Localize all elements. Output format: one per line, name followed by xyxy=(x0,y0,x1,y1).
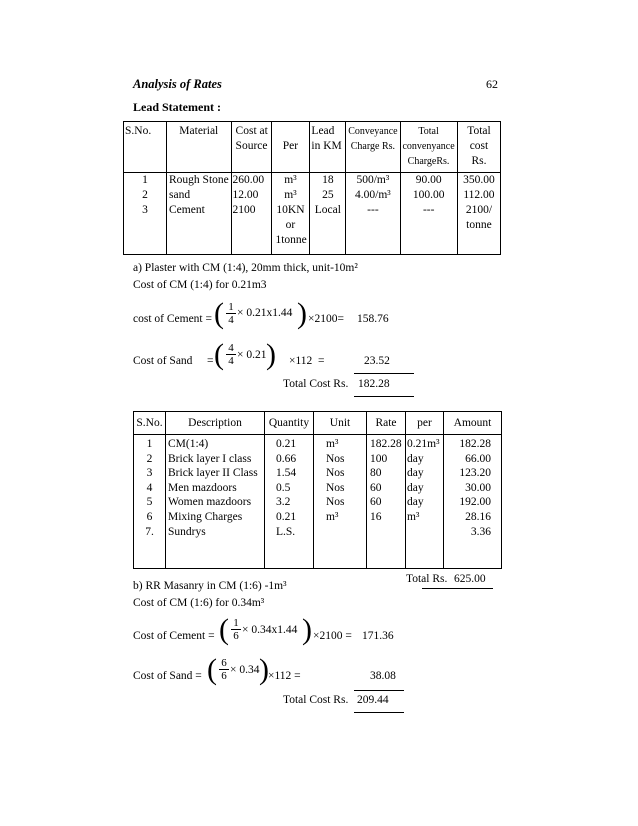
b-sand-label: Cost of Sand = xyxy=(133,670,202,682)
right-paren-icon: ) xyxy=(259,653,269,686)
b-total-label: Total Cost Rs. xyxy=(283,694,349,706)
abstract-quantity-cell: 0.21 0.66 1.54 0.5 3.2 0.21 L.S. xyxy=(265,435,314,569)
a-sand-factor: × 0.21 xyxy=(237,349,267,361)
col-conveyance: Conveyance Charge Rs. xyxy=(346,122,400,173)
b-sum-line xyxy=(354,690,404,691)
a-cement-result: 158.76 xyxy=(357,313,389,325)
b-sand-result: 38.08 xyxy=(370,670,396,682)
abstract-total-line xyxy=(422,588,493,589)
col-rate: Rate xyxy=(367,412,406,435)
col-sno: S.No. xyxy=(124,122,167,173)
col-total-conveyance: Total convenyance ChargeRs. xyxy=(400,122,457,173)
b-cement-label: Cost of Cement = xyxy=(133,630,215,642)
a-cement-fraction: $\frac{1}{4}$ xyxy=(226,301,236,326)
col-total-cost: Total cost Rs. xyxy=(457,122,500,173)
section-b-title: b) RR Masanry in CM (1:6) -1m³ xyxy=(133,580,287,592)
col-amount: Amount xyxy=(444,412,502,435)
b-total-line xyxy=(354,712,404,713)
lead-statement-title: Lead Statement : xyxy=(133,100,221,114)
lead-sno-cell: 1 2 3 xyxy=(124,173,167,255)
abstract-per-cell: 0.21m³ day day day day m³ xyxy=(406,435,444,569)
left-paren-icon: ( xyxy=(219,613,229,646)
a-sand-eq2: = xyxy=(318,355,325,367)
b-sand-factor: × 0.34 xyxy=(230,664,260,676)
abstract-estimate-table xyxy=(133,411,502,569)
section-a-subtitle: Cost of CM (1:4) for 0.21m3 xyxy=(133,279,267,291)
lead-km-cell: 18 25 Local xyxy=(310,173,346,255)
a-sand-label: Cost of Sand xyxy=(133,355,193,367)
col-description: Description xyxy=(166,412,265,435)
a-sum-line xyxy=(354,373,414,374)
a-sand-eq: = xyxy=(207,355,214,367)
abstract-total-value: 625.00 xyxy=(454,573,486,585)
abstract-unit-cell: m³ Nos Nos Nos Nos m³ xyxy=(314,435,367,569)
a-sand-result: 23.52 xyxy=(364,355,390,367)
a-total-line xyxy=(354,396,414,397)
abstract-description-cell: CM(1:4) Brick layer I class Brick layer II Class Men mazdoors Women mazdoors Mixing Charges Sundrys xyxy=(166,435,265,569)
lead-per-cell: m³ m³ 10KN or 1tonne xyxy=(271,173,310,255)
b-sand-mult: ×112 = xyxy=(268,670,301,682)
b-cement-result: 171.36 xyxy=(362,630,394,642)
left-paren-icon: ( xyxy=(214,297,224,330)
lead-total-conveyance-cell: 90.00 100.00 --- xyxy=(400,173,457,255)
col-sno: S.No. xyxy=(134,412,166,435)
right-paren-icon: ) xyxy=(297,297,307,330)
page-number: 62 xyxy=(486,77,498,91)
abstract-sno-cell: 1 2 3 4 5 6 7. xyxy=(134,435,166,569)
a-cement-factor: × 0.21x1.44 xyxy=(237,307,293,319)
abstract-amount-cell: 182.28 66.00 123.20 30.00 192.00 28.16 3.36 xyxy=(444,435,502,569)
left-paren-icon: ( xyxy=(214,338,224,371)
section-a-title: a) Plaster with CM (1:4), 20mm thick, unit-10m² xyxy=(133,262,358,274)
b-cement-fraction: $\frac{1}{6}$ xyxy=(231,617,241,642)
a-total-value: 182.28 xyxy=(358,378,390,390)
lead-total-cost-cell: 350.00 112.00 2100/ tonne xyxy=(457,173,500,255)
b-sand-fraction: $\frac{6}{6}$ xyxy=(219,657,229,682)
a-sand-mult: ×112 xyxy=(289,355,313,367)
col-per: per xyxy=(406,412,444,435)
page-header-title: Analysis of Rates xyxy=(133,77,222,91)
col-unit: Unit xyxy=(314,412,367,435)
a-cement-label: cost of Cement = xyxy=(133,313,212,325)
a-cement-mult: ×2100= xyxy=(308,313,344,325)
right-paren-icon: ) xyxy=(266,338,276,371)
right-paren-icon: ) xyxy=(302,613,312,646)
a-total-label: Total Cost Rs. xyxy=(283,378,349,390)
left-paren-icon: ( xyxy=(207,653,217,686)
lead-cost-cell: 260.00 12.00 2100 xyxy=(231,173,271,255)
abstract-rate-cell: 182.28 100 80 60 60 16 xyxy=(367,435,406,569)
a-sand-fraction: $\frac{4}{4}$ xyxy=(226,342,236,367)
col-cost-at-source: Cost at Source xyxy=(231,122,271,173)
b-total-value: 209.44 xyxy=(357,694,389,706)
col-quantity: Quantity xyxy=(265,412,314,435)
b-cement-mult: ×2100 = xyxy=(313,630,352,642)
col-material: Material xyxy=(167,122,232,173)
b-cement-factor: × 0.34x1.44 xyxy=(242,624,298,636)
col-lead: Lead in KM xyxy=(310,122,346,173)
lead-conveyance-cell: 500/m³ 4.00/m³ --- xyxy=(346,173,400,255)
lead-statement-table xyxy=(123,121,501,255)
abstract-total-label: Total Rs. xyxy=(406,573,448,585)
col-per: Per xyxy=(271,122,310,173)
section-b-subtitle: Cost of CM (1:6) for 0.34m³ xyxy=(133,597,265,609)
lead-material-cell: Rough Stone sand Cement xyxy=(167,173,232,255)
